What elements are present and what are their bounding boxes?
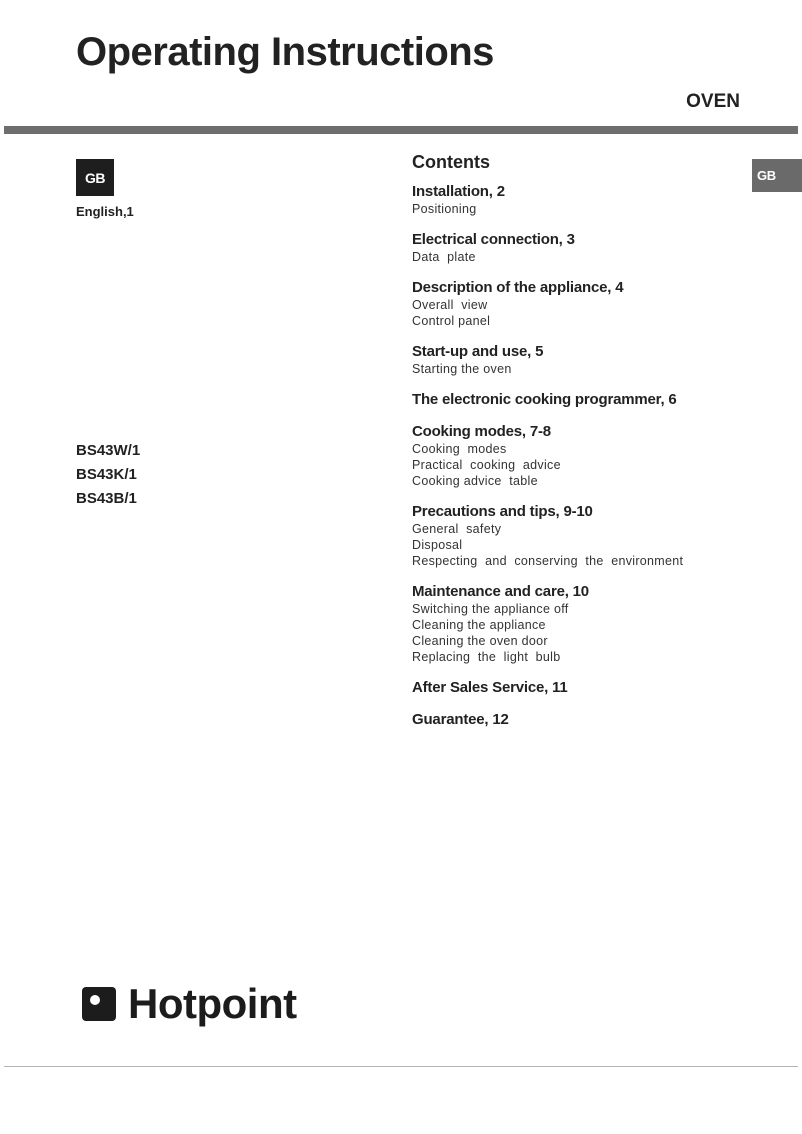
- language-badge: GB: [76, 159, 114, 196]
- toc-section: [412, 711, 797, 729]
- model-item: BS43K/1: [76, 466, 137, 483]
- toc-section: [412, 583, 797, 665]
- page-title: Operating Instructions: [76, 30, 494, 74]
- toc-section: [412, 343, 797, 377]
- toc-subitems: [412, 297, 797, 329]
- product-type: OVEN: [686, 91, 740, 112]
- toc-subitem: Control panel: [412, 314, 491, 328]
- toc-section: [412, 679, 797, 697]
- hotpoint-logo-icon: [82, 987, 116, 1021]
- header-divider: [4, 126, 798, 134]
- model-item: BS43W/1: [76, 442, 141, 459]
- toc-subitems: [412, 601, 797, 665]
- toc-subitems: [412, 521, 797, 569]
- model-list: [76, 439, 140, 511]
- toc-subitem: Data plate: [412, 250, 476, 264]
- toc-subitem: General safety: [412, 522, 502, 536]
- toc-subitem: Cleaning the oven door: [412, 634, 548, 648]
- toc-subitem: Starting the oven: [412, 362, 512, 376]
- toc-subitem: Cleaning the appliance: [412, 618, 546, 632]
- toc-section-title: Cooking modes, 7-8: [412, 423, 551, 440]
- toc-section-title: Start-up and use, 5: [412, 343, 544, 360]
- toc-sections: [412, 183, 797, 729]
- contents-heading: Contents: [412, 152, 490, 172]
- toc-subitem: Respecting and conserving the environment: [412, 554, 684, 568]
- toc-subitems: [412, 201, 797, 217]
- brand-logo: [82, 980, 297, 1027]
- toc-section-title: Guarantee, 12: [412, 711, 509, 728]
- toc-section-title: After Sales Service, 11: [412, 679, 568, 696]
- toc-subitem: Switching the appliance off: [412, 602, 569, 616]
- language-label: English,1: [76, 204, 134, 219]
- model-item: BS43B/1: [76, 490, 137, 507]
- toc-section-title: Precautions and tips, 9-10: [412, 503, 593, 520]
- toc-subitem: Disposal: [412, 538, 463, 552]
- toc-section-title: The electronic cooking programmer, 6: [412, 391, 677, 408]
- toc-section: [412, 503, 797, 569]
- footer-divider: [4, 1066, 798, 1067]
- toc-subitems: [412, 249, 797, 265]
- toc-section-title: Electrical connection, 3: [412, 231, 575, 248]
- toc-subitems: [412, 361, 797, 377]
- toc-section: [412, 391, 797, 409]
- toc-subitem: Positioning: [412, 202, 477, 216]
- toc-section: [412, 183, 797, 217]
- toc-subitem: Overall view: [412, 298, 488, 312]
- table-of-contents: [412, 152, 797, 743]
- toc-subitems: [412, 441, 797, 489]
- toc-section: [412, 231, 797, 265]
- toc-subitem: Cooking modes: [412, 442, 507, 456]
- toc-section-title: Maintenance and care, 10: [412, 583, 589, 600]
- toc-section: [412, 423, 797, 489]
- toc-subitem: Practical cooking advice: [412, 458, 561, 472]
- brand-name: Hotpoint: [128, 980, 297, 1027]
- toc-subitem: Cooking advice table: [412, 474, 538, 488]
- toc-subitem: Replacing the light bulb: [412, 650, 561, 664]
- toc-section: [412, 279, 797, 329]
- toc-section-title: Description of the appliance, 4: [412, 279, 624, 296]
- toc-section-title: Installation, 2: [412, 183, 505, 200]
- language-side-tab: GB: [752, 159, 802, 192]
